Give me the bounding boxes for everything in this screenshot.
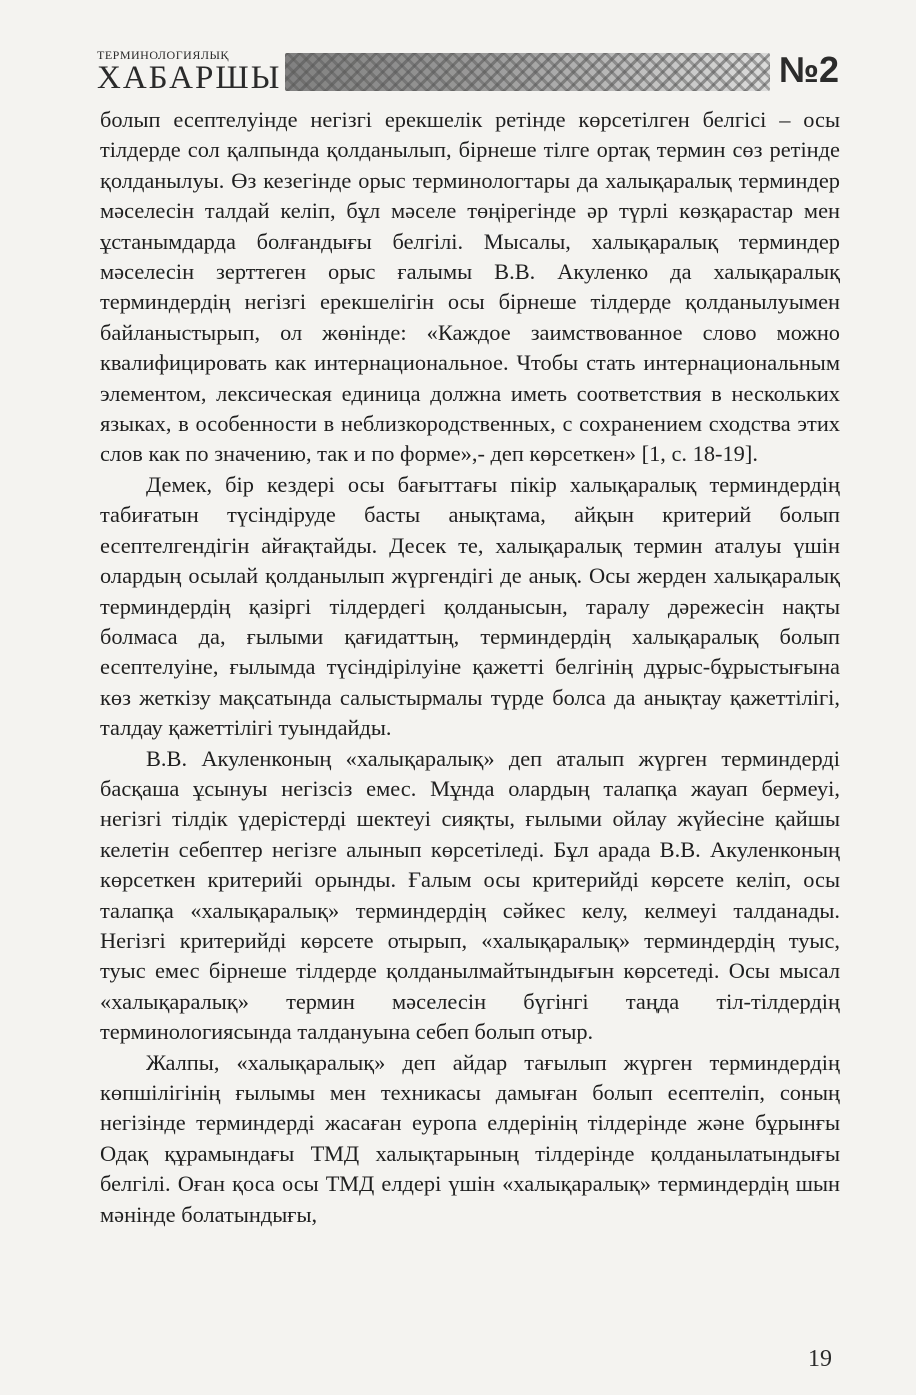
issue-number: №2 (778, 49, 839, 90)
journal-title-line1: ТЕРМИНОЛОГИЯЛЫҚ (97, 48, 229, 62)
page-number: 19 (808, 1346, 832, 1372)
header-ornament (285, 53, 770, 91)
paragraph: Жалпы, «халықаралық» деп айдар тағылып жүрген терминдердің көпшілігінің ғылымы мен техникасы дамыған болып есептеліп, соның негізінде терминдерді жасаған еуропа елдерінің тілдерінде және бұрынғы Одақ құрамындағы ТМД халықтарының тілдерінде қолданылатындығы белгілі. Оған қоса осы ТМД елдері үшін «халықаралық» терминдердің шын мәнінде болатындығы, (100, 1049, 840, 1227)
paragraph: В.В. Акуленконың «халықаралық» деп аталып жүрген терминдерді басқаша ұсынуы негізсіз емес. Мұнда олардың талапқа жауап бермеуі, негізгі тілдік үдерістерді шектеуі сияқты, ғылыми ойлау жүйесіне қайшы келетін себептер негізге алынып көрсетіледі. Бұл арада В.В. Акуленконың көрсеткен критерийі орынды. Ғалым осы критерийді көрсете келіп, осы талапқа «халықаралық» терминдердің сәйкес келу, келмеуі талданады. Негізгі критерийді көрсете отырып, «халықаралық» терминдердің туыс, туыс емес бірнеше тілдерде қолданылмайтындығын көрсетеді. Осы мысал «халықаралық» термин мәселесін бүгінгі таңда тіл-тілдердің терминологиясында талдануына себеп болып отыр. (100, 745, 840, 1045)
article-body (100, 105, 840, 1230)
paragraph: болып есептелуінде негізгі ерекшелік ретінде көрсетілген белгісі – осы тілдерде сол қалпында қолданылып, бірнеше тілге ортақ термин сөз ретінде қолданылуы. Өз кезегінде орыс терминологтары да халықаралық терминдер мәселесін талдай келіп, бұл мәселе төңірегінде әр түрлі көзқарастар мен ұстанымдарда болғандығы белгілі. Мысалы, халықаралық терминдер мәселесін зерттеген орыс ғалымы В.В. Акуленко да халықаралық терминдердің негізгі ерекшелігін осы бірнеше тілдерде қолданылуымен байланыстырып, ол жөнінде: «Каждое заимствованное слово можно квалифицировать как интернациональное. Чтобы стать интернациональным элементом, лексическая единица должна иметь соответствия в нескольких языках, в особенности в неблизкородственных, с сохранением сходства этих слов как по значению, так и по форме»,- деп көрсеткен» [1, с. 18-19]. (100, 107, 840, 467)
journal-title-line2: ХАБАРШЫ (97, 60, 282, 96)
paragraph: Демек, бір кездері осы бағыттағы пікір халықаралық терминдердің табиғатын түсіндіруде басты анықтама, айқын критерий болып есептелгендігін айғақтайды. Десек те, халықаралық термин аталуы үшін олардың осылай қолданылып жүргендігі де анық. Осы жерден халықаралық терминдердің қазіргі тілдердегі қолданысын, таралу дәрежесін нақты болмаса да, ғылыми қағидаттың, терминдердің халықаралық болып есептелуіне, ғылымда түсіндірілуіне қажетті белгінің дұрыс-бұрыстығына көз жеткізу мақсатында салыстырмалы түрде болса да анықтау қажеттілігі, талдау қажеттілігі туындайды. (100, 471, 840, 741)
journal-header (97, 38, 839, 98)
